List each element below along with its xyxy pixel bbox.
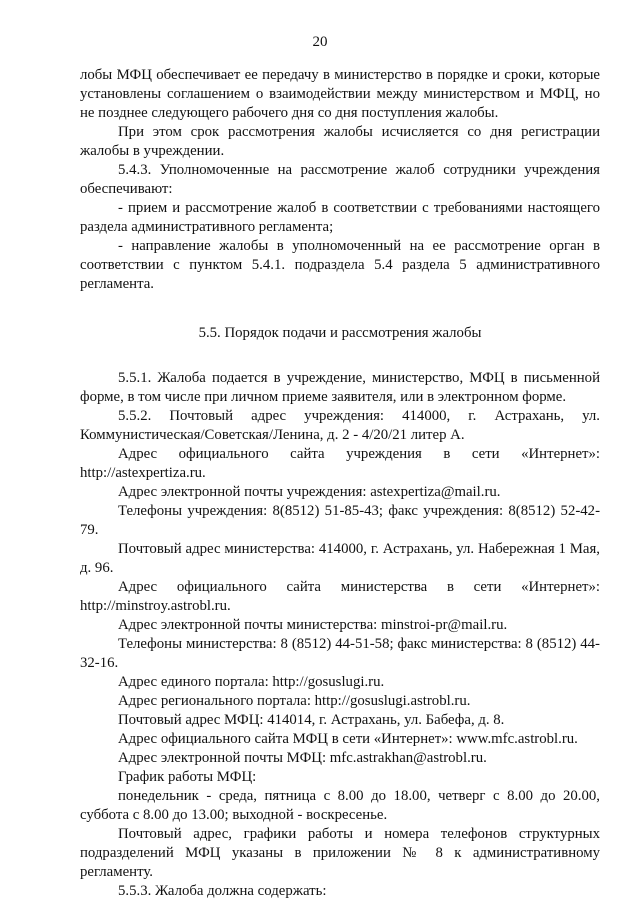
- paragraph: Телефоны учреждения: 8(8512) 51-85-43; факс учреждения: 8(8512) 52-42-79.: [80, 503, 600, 538]
- paragraph: При этом срок рассмотрения жалобы исчисляется со дня регистрации жалобы в учреждении.: [80, 124, 600, 159]
- list-item: - направление жалобы в уполномоченный на ее рассмотрение орган в соответствии с пунктом 5.4.1. подраздела 5.4 раздела 5 административного регламента.: [80, 238, 600, 292]
- paragraph: Адрес официального сайта МФЦ в сети «Интернет»: www.mfc.astrobl.ru.: [118, 731, 578, 747]
- paragraph: Адрес регионального портала: http://gosuslugi.astrobl.ru.: [118, 693, 471, 709]
- paragraph: 5.5.2. Почтовый адрес учреждения: 414000, г. Астрахань, ул. Коммунистическая/Советская/Ленина, д. 2 - 4/20/21 литер А.: [80, 408, 600, 443]
- list-item: - прием и рассмотрение жалоб в соответствии с требованиями настоящего раздела административного регламента;: [80, 200, 600, 235]
- paragraph: Адрес электронной почты министерства: minstroi-pr@mail.ru.: [118, 617, 508, 633]
- paragraph: 5.5.1. Жалоба подается в учреждение, министерство, МФЦ в письменной форме, в том числе при личном приеме заявителя, или в электронном форме.: [80, 370, 600, 405]
- document-body: [80, 66, 600, 901]
- paragraph: 5.4.3. Уполномоченные на рассмотрение жалоб сотрудники учреждения обеспечивают:: [80, 162, 600, 197]
- paragraph: Почтовый адрес министерства: 414000, г. Астрахань, ул. Набережная 1 Мая, д. 96.: [80, 541, 600, 576]
- paragraph: Адрес официального сайта министерства в сети «Интернет»: http://minstroy.astrobl.ru.: [80, 579, 600, 614]
- paragraph: Телефоны министерства: 8 (8512) 44-51-58; факс министерства: 8 (8512) 44-32-16.: [80, 636, 600, 671]
- paragraph: понедельник - среда, пятница с 8.00 до 18.00, четверг с 8.00 до 20.00, суббота с 8.00 до 13.00; выходной - воскресенье.: [80, 788, 600, 823]
- paragraph: 5.5.3. Жалоба должна содержать:: [118, 883, 327, 899]
- paragraph: Адрес единого портала: http://gosuslugi.ru.: [118, 674, 385, 690]
- paragraph: Адрес официального сайта учреждения в сети «Интернет»: http://astexpertiza.ru.: [80, 446, 600, 481]
- paragraph: лобы МФЦ обеспечивает ее передачу в министерство в порядке и сроки, которые установлены соглашением о взаимодействии между министерством и МФЦ, но не позднее следующего рабочего дня со дня поступления жалобы.: [80, 67, 600, 121]
- paragraph: График работы МФЦ:: [118, 769, 257, 785]
- page-number: 20: [312, 34, 328, 50]
- paragraph: Почтовый адрес, графики работы и номера телефонов структурных подразделений МФЦ указаны в приложении № 8 к административному регламенту.: [80, 826, 600, 880]
- paragraph: Адрес электронной почты учреждения: astexpertiza@mail.ru.: [118, 484, 501, 500]
- paragraph: Адрес электронной почты МФЦ: mfc.astrakhan@astrobl.ru.: [118, 750, 487, 766]
- section-heading: 5.5. Порядок подачи и рассмотрения жалобы: [198, 325, 482, 341]
- paragraph: Почтовый адрес МФЦ: 414014, г. Астрахань, ул. Бабефа, д. 8.: [118, 712, 505, 728]
